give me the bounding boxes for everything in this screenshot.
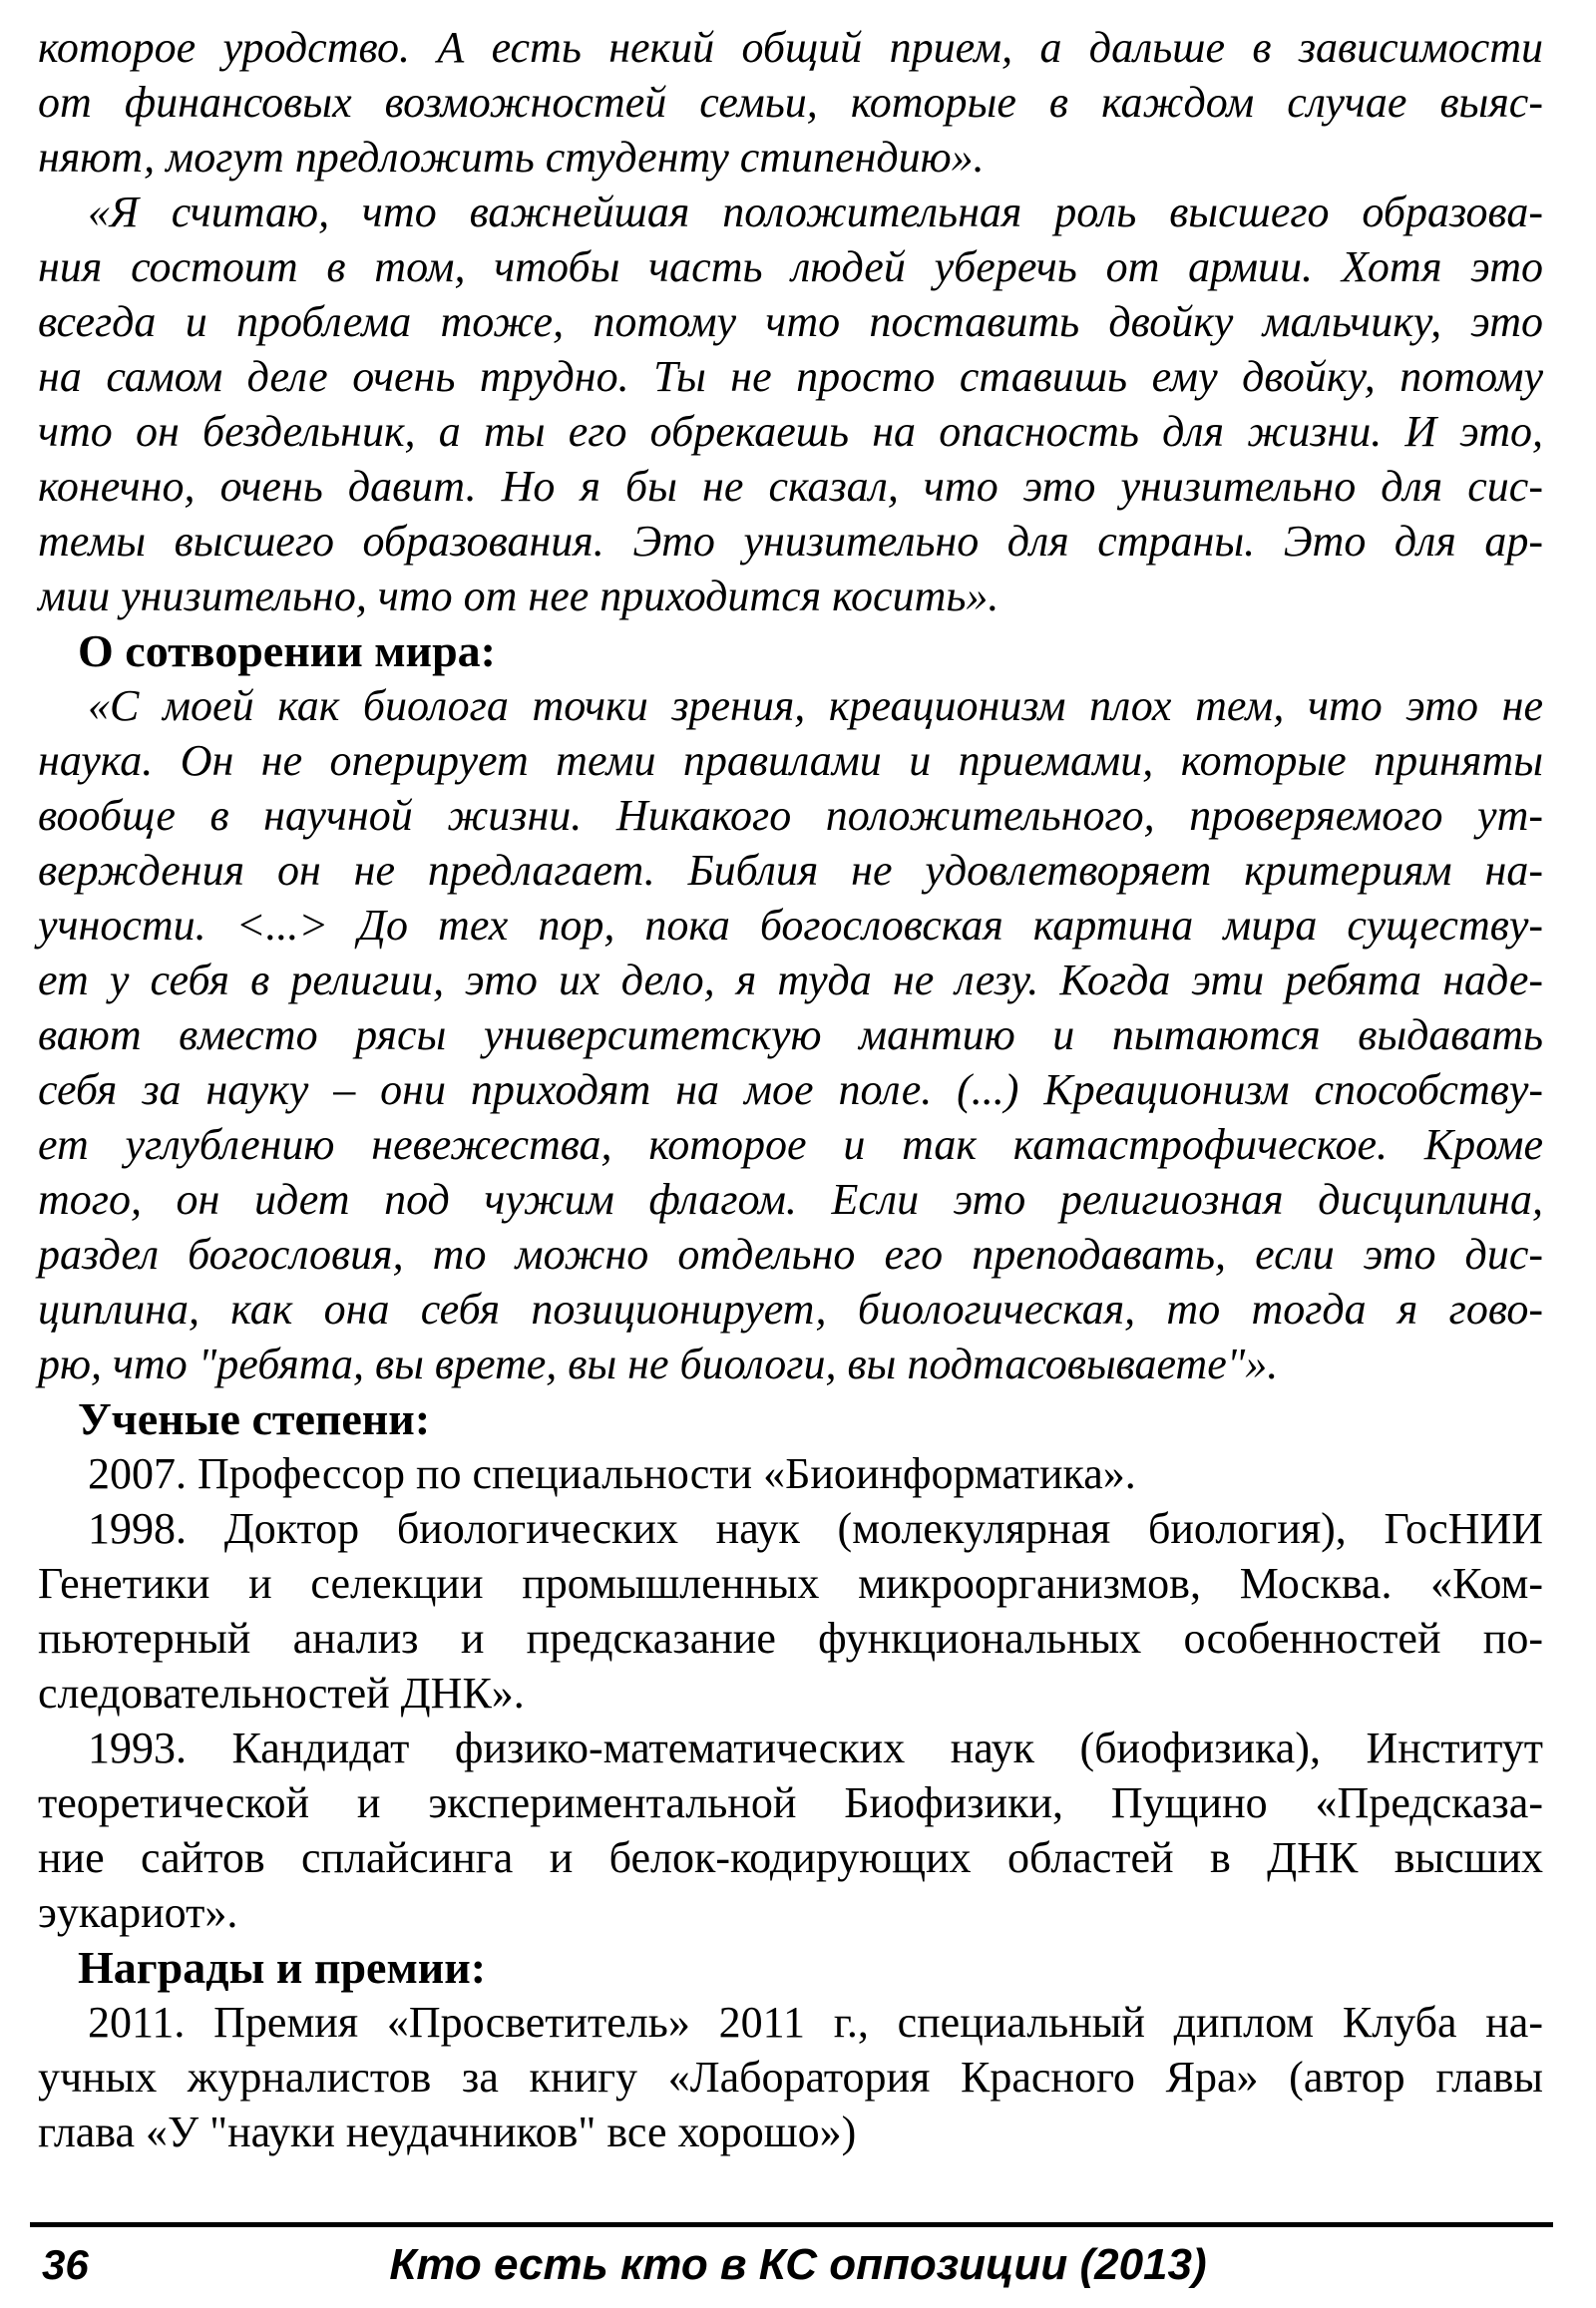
text-line: того, он идет под чужим флагом. Если это религиозная дисциплина,: [38, 1175, 1543, 1224]
text-line: «Я считаю, что важнейшая положительная роль высшего образова-: [88, 188, 1543, 236]
text-line: няют, могут предложить студенту стипендию».: [38, 133, 985, 182]
text-line: 2007. Профессор по специальности «Биоинформатика».: [88, 1449, 1136, 1498]
text-line: которое уродство. А есть некий общий прием, а дальше в зависимости: [38, 23, 1543, 72]
footer-row: [0, 2239, 1596, 2291]
text-line: рю, что "ребята, вы врете, вы не биологи, вы подтасовываете"».: [38, 1340, 1279, 1388]
text-line: вают вместо рясы университетскую мантию и пытаются выдавать: [38, 1010, 1543, 1059]
text-line: конечно, очень давит. Но я бы не сказал, что это унизительно для сис-: [38, 462, 1543, 511]
text-line: раздел богословия, то можно отдельно его преподавать, если это дис-: [38, 1230, 1543, 1279]
text-line: теоретической и экспериментальной Биофизики, Пущино «Предсказа-: [38, 1778, 1543, 1827]
section-heading: Награды и премии:: [78, 1942, 487, 1993]
text-line: 1998. Доктор биологических наук (молекулярная биология), ГосНИИ: [88, 1504, 1543, 1553]
text-line: эукариот».: [38, 1888, 238, 1937]
text-line: вообще в научной жизни. Никакого положительного, проверяемого ут-: [38, 791, 1543, 840]
section-heading: Ученые степени:: [78, 1393, 431, 1444]
text-line: всегда и проблема тоже, потому что поставить двойку мальчику, это: [38, 297, 1543, 346]
text-line: «С моей как биолога точки зрения, креационизм плох тем, что это не: [88, 681, 1543, 730]
footer-book-title: Кто есть кто в КС оппозиции (2013): [389, 2240, 1207, 2289]
text-line: учности. <...> До тех пор, пока богословская картина мира существу-: [38, 901, 1543, 950]
text-line: 2011. Премия «Просветитель» 2011 г., специальный диплом Клуба на-: [88, 1998, 1543, 2047]
text-line: Генетики и селекции промышленных микроорганизмов, Москва. «Ком-: [38, 1559, 1543, 1608]
text-line: что он бездельник, а ты его обрекаешь на опасность для жизни. И это,: [38, 407, 1543, 456]
text-line: циплина, как она себя позиционирует, биологическая, то тогда я гово-: [38, 1285, 1543, 1334]
text-line: мии унизительно, что от нее приходится косить».: [38, 572, 999, 620]
text-line: ние сайтов сплайсинга и белок-кодирующих областей в ДНК высших: [38, 1833, 1543, 1882]
text-line: 1993. Кандидат физико-математических наук (биофизика), Институт: [88, 1724, 1543, 1772]
text-line: учных журналистов за книгу «Лаборатория Красного Яра» (автор главы: [38, 2053, 1543, 2102]
text-line: ет углублению невежества, которое и так катастрофическое. Кроме: [38, 1120, 1543, 1169]
text-line: себя за науку – они приходят на мое поле. (...) Креационизм способству-: [38, 1065, 1543, 1114]
text-line: пьютерный анализ и предсказание функциональных особенностей по-: [38, 1614, 1543, 1663]
text-line: наука. Он не оперирует теми правилами и приемами, которые приняты: [38, 736, 1543, 785]
text-line: глава «У "науки неудачников" все хорошо»): [38, 2108, 857, 2156]
page-number: 36: [42, 2241, 89, 2288]
text-line: ет у себя в религии, это их дело, я туда не лезу. Когда эти ребята наде-: [38, 956, 1543, 1004]
page-body: [38, 20, 1543, 2159]
text-line: от финансовых возможностей семьи, которые в каждом случае выяс-: [38, 78, 1543, 127]
text-line: на самом деле очень трудно. Ты не просто ставишь ему двойку, потому: [38, 352, 1543, 401]
text-line: темы высшего образования. Это унизительно для страны. Это для ар-: [38, 517, 1543, 566]
section-heading: О сотворении мира:: [78, 625, 496, 676]
text-line: следовательностей ДНК».: [38, 1669, 525, 1718]
text-line: ния состоит в том, чтобы часть людей уберечь от армии. Хотя это: [38, 242, 1543, 291]
text-line: верждения он не предлагает. Библия не удовлетворяет критериям на-: [38, 846, 1543, 895]
footer-rule: [30, 2222, 1553, 2227]
